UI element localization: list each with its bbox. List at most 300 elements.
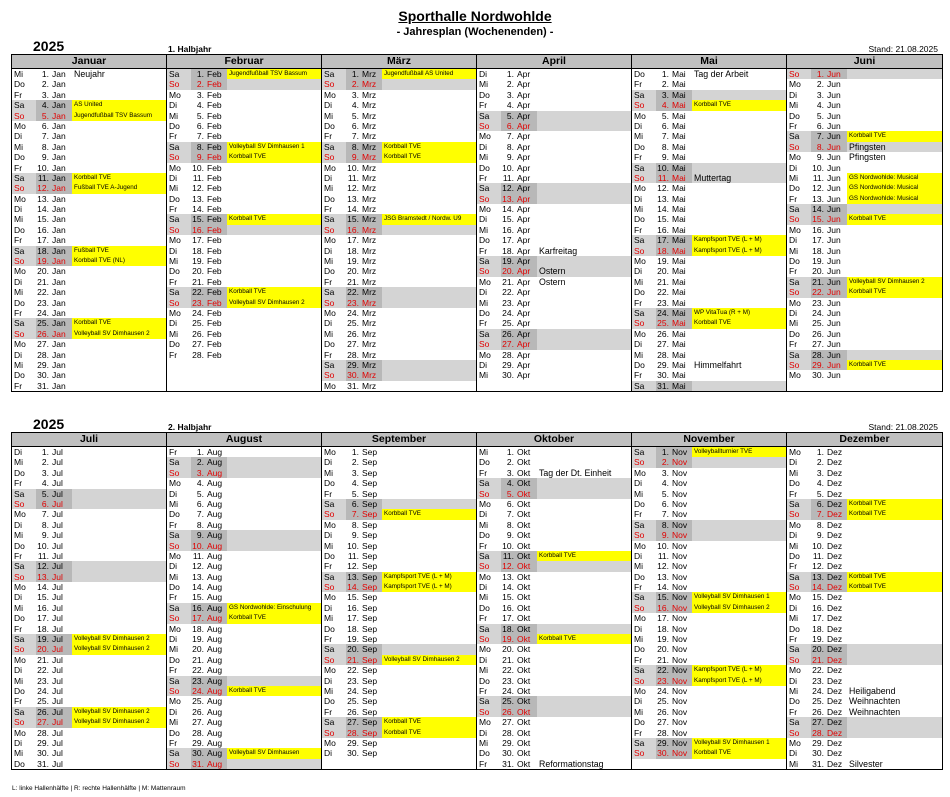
date-cell	[346, 644, 382, 654]
day-row	[167, 121, 321, 131]
weekday: Fr	[14, 307, 23, 318]
month-abbr: Sep	[362, 634, 378, 645]
day-row	[167, 468, 321, 478]
day-row	[787, 561, 942, 571]
weekday: Do	[789, 183, 800, 194]
weekday: Di	[169, 100, 178, 111]
booking-entry: Korbball TVE	[847, 582, 942, 592]
weekday: Sa	[169, 214, 180, 225]
day-row	[12, 152, 166, 162]
day-row	[12, 447, 166, 457]
date-cell	[346, 582, 382, 592]
day-row	[12, 360, 166, 370]
day-row	[12, 329, 166, 339]
day-row	[322, 235, 476, 245]
holiday-label	[72, 131, 166, 141]
month-abbr: Aug	[207, 654, 223, 665]
day-number: 25.	[347, 318, 359, 329]
weekday: Mo	[324, 519, 336, 530]
weekday: Mi	[169, 644, 178, 655]
day-row	[12, 100, 166, 110]
day-row	[167, 204, 321, 214]
booking-entry: Korbball TVE	[537, 634, 631, 644]
day-row	[477, 541, 631, 551]
day-row	[322, 676, 476, 686]
holiday-label	[537, 256, 631, 266]
month-header: Juni	[787, 55, 942, 69]
date-cell	[191, 90, 227, 100]
booking-entry: Volleyball SV Dimhausen 1	[227, 142, 321, 152]
day-row	[322, 551, 476, 561]
day-number: 21.	[502, 276, 514, 287]
month-abbr: Aug	[207, 685, 223, 696]
date-cell	[656, 707, 692, 717]
date-cell	[811, 509, 847, 519]
date-cell	[36, 318, 72, 328]
weekday: Di	[324, 457, 333, 468]
month-abbr: Sep	[362, 488, 378, 499]
weekday: So	[14, 498, 25, 509]
date-cell	[346, 592, 382, 602]
month-abbr: Mrz	[362, 204, 377, 215]
holiday-label	[72, 489, 166, 499]
day-number: 22.	[37, 665, 49, 676]
weekday: Di	[789, 457, 798, 468]
holiday-label	[847, 318, 942, 328]
month-abbr: Sep	[362, 519, 378, 530]
holiday-label	[382, 256, 476, 266]
month-abbr: Apr	[517, 339, 531, 350]
day-row	[12, 644, 166, 654]
month-abbr: Dez	[827, 696, 843, 707]
weekday: Mo	[14, 266, 26, 277]
holiday-label	[537, 163, 631, 173]
day-number: 26.	[37, 328, 49, 339]
holiday-label	[847, 634, 942, 644]
holiday-label	[692, 478, 786, 488]
date-cell	[36, 572, 72, 582]
date-cell	[36, 748, 72, 758]
month-abbr: Mrz	[362, 380, 377, 391]
day-row	[477, 644, 631, 654]
weekday: Sa	[169, 457, 180, 468]
month-abbr: Aug	[207, 758, 223, 769]
day-number: 28.	[502, 349, 514, 360]
date-cell	[346, 572, 382, 582]
date-cell	[811, 360, 847, 370]
weekday: So	[479, 193, 490, 204]
day-number: 11.	[192, 550, 204, 561]
month-header: Mai	[632, 55, 786, 69]
date-cell	[656, 111, 692, 121]
weekday: Fr	[324, 706, 333, 717]
month-abbr: Nov	[672, 457, 688, 468]
day-number: 16.	[502, 224, 514, 235]
day-number: 14.	[192, 582, 204, 593]
month-abbr: Okt	[517, 685, 531, 696]
date-cell	[811, 665, 847, 675]
day-number: 17.	[347, 613, 359, 624]
day-row	[167, 728, 321, 738]
date-cell	[346, 665, 382, 675]
date-cell	[501, 100, 537, 110]
weekday: Fr	[634, 79, 643, 90]
date-cell	[346, 696, 382, 706]
day-row	[477, 468, 631, 478]
date-cell	[36, 163, 72, 173]
day-number: 4.	[661, 100, 669, 111]
month-abbr: Aug	[207, 602, 223, 613]
day-row	[322, 530, 476, 540]
date-cell	[656, 235, 692, 245]
day-number: 19.	[37, 256, 49, 267]
weekday: Mo	[789, 665, 801, 676]
day-row	[787, 318, 942, 328]
holiday-label	[847, 541, 942, 551]
holiday-label	[692, 541, 786, 551]
holiday-label	[227, 225, 321, 235]
day-number: 25.	[37, 318, 49, 329]
page-subtitle: - Jahresplan (Wochenenden) -	[396, 26, 554, 38]
date-cell	[346, 350, 382, 360]
date-cell	[36, 613, 72, 623]
holiday-label	[692, 457, 786, 467]
weekday: Di	[479, 727, 488, 738]
day-number: 20.	[657, 644, 669, 655]
day-number: 17.	[192, 235, 204, 246]
month-abbr: Apr	[517, 276, 531, 287]
month-abbr: Jan	[52, 193, 66, 204]
day-row	[12, 582, 166, 592]
weekday: Sa	[479, 328, 490, 339]
day-number: 29.	[502, 737, 514, 748]
day-number: 27.	[812, 339, 824, 350]
weekday: Fr	[789, 561, 798, 572]
date-cell	[811, 163, 847, 173]
weekday: Mo	[14, 654, 26, 665]
month-abbr: Nov	[672, 478, 688, 489]
day-row	[477, 551, 631, 561]
year-label-h2: 2025	[33, 416, 65, 432]
month-abbr: Nov	[672, 654, 688, 665]
weekday: So	[169, 613, 180, 624]
month-abbr: Nov	[672, 488, 688, 499]
day-number: 26.	[192, 706, 204, 717]
date-cell	[656, 624, 692, 634]
booking-entry: GS Nordwohlde: Einschulung	[227, 603, 321, 613]
weekday: Mo	[634, 183, 646, 194]
day-number: 31.	[347, 380, 359, 391]
month-abbr: Aug	[207, 519, 223, 530]
holiday-label	[537, 748, 631, 758]
month-abbr: Jul	[52, 582, 63, 593]
calendar-half-2	[11, 432, 943, 770]
day-number: 2.	[661, 79, 669, 90]
month-abbr: Mai	[672, 370, 686, 381]
date-cell	[811, 90, 847, 100]
month-abbr: Jan	[52, 256, 66, 267]
weekday: Do	[14, 613, 25, 624]
holiday-label	[227, 235, 321, 245]
holiday-label	[847, 592, 942, 602]
holiday-label	[382, 266, 476, 276]
holiday-label	[227, 163, 321, 173]
holiday-label	[537, 298, 631, 308]
weekday: Mo	[14, 727, 26, 738]
weekday: So	[169, 685, 180, 696]
month-abbr: Jul	[52, 602, 63, 613]
holiday-label	[382, 696, 476, 706]
month-abbr: Okt	[517, 696, 531, 707]
month-abbr: Mrz	[362, 245, 377, 256]
day-row	[477, 686, 631, 696]
date-cell	[36, 551, 72, 561]
weekday: So	[14, 256, 25, 267]
weekday: Di	[324, 748, 333, 759]
booking-entry: GS Nordwohlde: Musical	[847, 194, 942, 204]
month-abbr: Mrz	[362, 110, 377, 121]
weekday: Do	[634, 69, 645, 79]
day-row	[322, 350, 476, 360]
holiday-label	[72, 350, 166, 360]
date-cell	[811, 308, 847, 318]
holiday-label	[692, 561, 786, 571]
holiday-label	[692, 131, 786, 141]
day-number: 14.	[347, 204, 359, 215]
day-number: 9.	[506, 530, 514, 541]
holiday-label	[382, 183, 476, 193]
day-number: 22.	[37, 287, 49, 298]
day-number: 24.	[37, 307, 49, 318]
month-abbr: Apr	[517, 214, 531, 225]
day-number: 12.	[812, 561, 824, 572]
date-cell	[656, 447, 692, 457]
date-cell	[656, 194, 692, 204]
holiday-label	[382, 520, 476, 530]
weekday: Fr	[789, 706, 798, 717]
day-row	[12, 183, 166, 193]
date-cell	[811, 69, 847, 79]
day-number: 22.	[502, 287, 514, 298]
booking-entry: Jugendfußball TSV Bassum	[227, 69, 321, 79]
month-abbr: Sep	[362, 706, 378, 717]
month-abbr: Dez	[827, 613, 843, 624]
month-abbr: Mai	[672, 162, 686, 173]
holiday-label: Pfingsten	[849, 141, 886, 152]
holiday-label	[72, 748, 166, 758]
day-row	[167, 572, 321, 582]
day-number: 11.	[347, 550, 359, 561]
month-abbr: Mrz	[362, 152, 377, 163]
day-row	[477, 235, 631, 245]
date-cell	[501, 266, 537, 276]
date-cell	[501, 360, 537, 370]
month-abbr: Dez	[827, 623, 843, 634]
month-abbr: Apr	[517, 69, 531, 79]
day-row	[167, 183, 321, 193]
day-number: 31.	[37, 758, 49, 769]
weekday: Di	[169, 488, 178, 499]
month-abbr: Jul	[52, 654, 63, 665]
day-row	[322, 509, 476, 519]
day-row	[12, 489, 166, 499]
day-row	[322, 707, 476, 717]
weekday: Do	[789, 110, 800, 121]
day-number: 28.	[657, 727, 669, 738]
weekday: So	[324, 224, 335, 235]
month-abbr: Mai	[672, 152, 686, 163]
day-row	[787, 100, 942, 110]
date-cell	[36, 707, 72, 717]
day-number: 17.	[657, 613, 669, 624]
weekday: Sa	[324, 141, 335, 152]
month-abbr: Mai	[672, 276, 686, 287]
day-number: 6.	[816, 498, 824, 509]
weekday: Sa	[324, 214, 335, 225]
holiday-label	[227, 676, 321, 686]
weekday: Mo	[479, 276, 491, 287]
date-cell	[191, 696, 227, 706]
date-cell	[191, 100, 227, 110]
month-abbr: Aug	[207, 727, 223, 738]
month-abbr: Dez	[827, 644, 843, 655]
day-number: 19.	[347, 634, 359, 645]
weekday: Mi	[169, 571, 178, 582]
month-abbr: Feb	[207, 131, 222, 142]
weekday: Mo	[789, 79, 801, 90]
day-number: 25.	[812, 318, 824, 329]
date-cell	[346, 69, 382, 79]
day-row	[322, 277, 476, 287]
booking-entry: Volleyball SV Dimhausen 1	[692, 592, 786, 602]
date-cell	[191, 644, 227, 654]
date-cell	[191, 277, 227, 287]
day-number: 17.	[347, 235, 359, 246]
weekday: Fr	[14, 380, 23, 391]
weekday: So	[634, 172, 645, 183]
holiday-label	[72, 79, 166, 89]
month-abbr: Jun	[827, 204, 841, 215]
holiday-label	[537, 142, 631, 152]
date-cell	[191, 582, 227, 592]
day-row	[167, 509, 321, 519]
holiday-label	[847, 90, 942, 100]
day-number: 28.	[347, 727, 359, 738]
day-number: 23.	[657, 297, 669, 308]
day-number: 24.	[812, 685, 824, 696]
date-cell	[346, 468, 382, 478]
date-cell	[501, 592, 537, 602]
holiday-label	[692, 183, 786, 193]
day-number: 12.	[192, 183, 204, 194]
holiday-label	[227, 561, 321, 571]
day-number: 17.	[37, 613, 49, 624]
day-number: 22.	[347, 287, 359, 298]
holiday-label	[227, 520, 321, 530]
holiday-label	[382, 748, 476, 758]
day-row	[632, 603, 786, 613]
date-cell	[656, 613, 692, 623]
day-number: 12.	[657, 561, 669, 572]
date-cell	[656, 277, 692, 287]
day-row	[477, 339, 631, 349]
date-cell	[501, 256, 537, 266]
date-cell	[191, 613, 227, 623]
date-cell	[191, 350, 227, 360]
day-row	[477, 90, 631, 100]
day-number: 1.	[41, 69, 49, 79]
holiday-label	[692, 350, 786, 360]
holiday-label	[72, 613, 166, 623]
day-row	[477, 183, 631, 193]
date-cell	[191, 111, 227, 121]
day-number: 11.	[347, 172, 359, 183]
holiday-label	[847, 256, 942, 266]
month-abbr: Mai	[672, 141, 686, 152]
weekday: Mi	[169, 498, 178, 509]
day-row	[787, 509, 942, 519]
weekday: Di	[169, 561, 178, 572]
day-number: 7.	[506, 131, 514, 142]
date-cell	[501, 728, 537, 738]
day-row	[477, 79, 631, 89]
month-column-okt	[477, 433, 632, 769]
weekday: Fr	[14, 235, 23, 246]
date-cell	[36, 142, 72, 152]
weekday: Fr	[324, 349, 333, 360]
day-number: 27.	[812, 717, 824, 728]
month-abbr: Nov	[672, 675, 688, 686]
date-cell	[811, 142, 847, 152]
day-number: 2.	[41, 79, 49, 90]
day-number: 20.	[192, 644, 204, 655]
holiday-label	[537, 370, 631, 380]
day-number: 1.	[351, 69, 359, 79]
date-cell	[36, 478, 72, 488]
weekday: So	[634, 748, 645, 759]
day-number: 11.	[502, 550, 514, 561]
day-number: 30.	[502, 370, 514, 381]
day-row	[787, 603, 942, 613]
holiday-label	[537, 350, 631, 360]
holiday-label: Reformationstag	[539, 758, 604, 769]
holiday-label	[72, 541, 166, 551]
day-row	[632, 707, 786, 717]
date-cell	[656, 572, 692, 582]
date-cell	[191, 676, 227, 686]
month-abbr: Sep	[362, 571, 378, 582]
holiday-label	[692, 686, 786, 696]
day-row	[12, 603, 166, 613]
day-number: 30.	[347, 370, 359, 381]
month-abbr: Dez	[827, 561, 843, 572]
day-row	[12, 277, 166, 287]
month-abbr: Mrz	[362, 79, 377, 90]
holiday-label	[692, 489, 786, 499]
month-column-feb	[167, 55, 322, 391]
day-row	[632, 308, 786, 318]
day-number: 28.	[192, 727, 204, 738]
weekday: Mo	[324, 235, 336, 246]
month-abbr: Feb	[207, 287, 222, 298]
day-row	[322, 360, 476, 370]
date-cell	[191, 447, 227, 457]
date-cell	[36, 277, 72, 287]
day-number: 20.	[812, 644, 824, 655]
day-number: 22.	[657, 287, 669, 298]
month-abbr: Mrz	[362, 349, 377, 360]
weekday: Di	[324, 245, 333, 256]
